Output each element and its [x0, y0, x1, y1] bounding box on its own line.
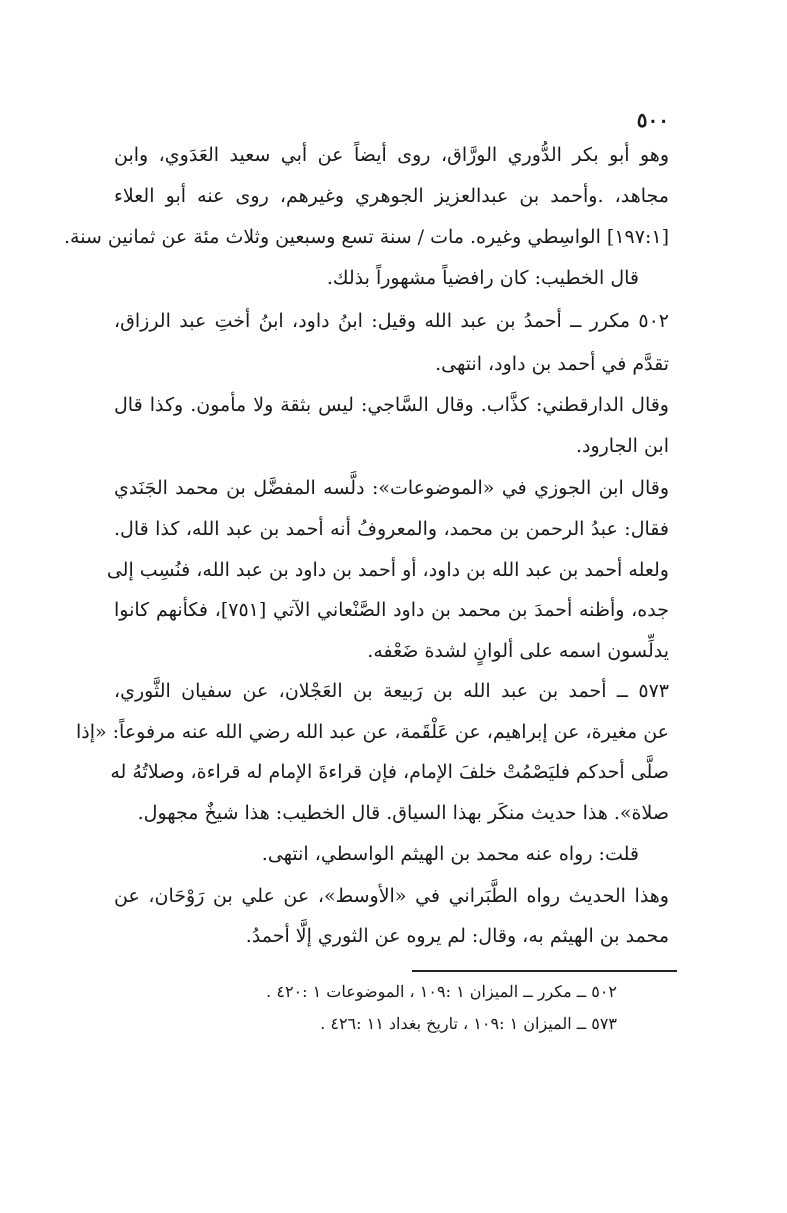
page-number: ٥٠٠	[636, 108, 669, 132]
text-line: تقدَّم في أحمد بن داود، انتهى.	[435, 353, 669, 375]
text-line: محمد بن الهيثم به، وقال: لم يروه عن الثوري إلَّا أحمدُ.	[245, 925, 669, 947]
footnote: ٥٠٢ ــ مكرر ــ الميزان ١ :١٠٩ ، الموضوعات ١ :٤٢٠ .	[266, 982, 617, 1001]
text-line: قلت: رواه عنه محمد بن الهيثم الواسطي، انتهى.	[261, 843, 639, 865]
text-line: قال الخطيب: كان رافضياً مشهوراً بذلك.	[326, 267, 639, 289]
text-line: وهو أبو بكر الدُّوري الورَّاق، روى أيضاً عن أبي سعيد العَدَوي، وابن	[114, 144, 669, 166]
text-line: جده، وأظنه أحمدَ بن محمد بن داود الصَّنْعاني الآتي [٧٥١]، فكأنهم كانوا	[114, 599, 669, 621]
text-line: وقال الدارقطني: كذَّاب. وقال السَّاجي: ليس بثقة ولا مأمون. وكذا قال	[114, 394, 669, 416]
text-line: عن مغيرة، عن إبراهيم، عن عَلْقَمة، عن عبد الله رضي الله عنه مرفوعاً: «إذا	[75, 721, 669, 743]
text-line: ولعله أحمد بن عبد الله بن داود، أو أحمد بن داود بن عبد الله، فنُسِب إلى	[106, 559, 669, 581]
footnote-divider	[412, 970, 677, 972]
entry-502-line: ٥٠٢ مكرر ــ أحمدُ بن عبد الله وقيل: ابنُ داود، ابنُ أختِ عبد الرزاق،	[114, 310, 669, 332]
text-line: وهذا الحديث رواه الطَّبَراني في «الأوسط»، عن علي بن رَوْحَان، عن	[114, 885, 669, 907]
text-line: يدلِّسون اسمه على ألوانٍ لشدة ضَعْفه.	[367, 640, 669, 662]
text-line: [١٩٧:١] الواسِطي وغيره. مات / سنة تسع وسبعين وثلاث مئة عن ثمانين سنة.	[63, 226, 669, 248]
text-line: ابن الجارود.	[575, 435, 669, 457]
text-line: صلَّى أحدكم فليَصْمُتْ خلفَ الإمام، فإن قراءةَ الإمام له قراءة، وصلاتُهُ له	[110, 761, 669, 783]
text-line: صلاة». هذا حديث منكَر بهذا السياق. قال الخطيب: هذا شيخٌ مجهول.	[137, 802, 669, 824]
entry-573-line: ٥٧٣ ــ أحمد بن عبد الله بن رَبيعة بن العَجْلان، عن سفيان الثَّوري،	[114, 680, 669, 702]
footnote: ٥٧٣ ــ الميزان ١ :١٠٩ ، تاريخ بغداد ١١ :٤٢٦ .	[320, 1014, 617, 1033]
text-line: فقال: عبدُ الرحمن بن محمد، والمعروفُ أنه أحمد بن عبد الله، كذا قال.	[114, 518, 669, 540]
text-line: مجاهد، .وأحمد بن عبدالعزيز الجوهري وغيرهم، روى عنه أبو العلاء	[114, 185, 669, 207]
text-line: وقال ابن الجوزي في «الموضوعات»: دلَّسه المفضَّل بن محمد الجَنَدي	[114, 477, 669, 499]
